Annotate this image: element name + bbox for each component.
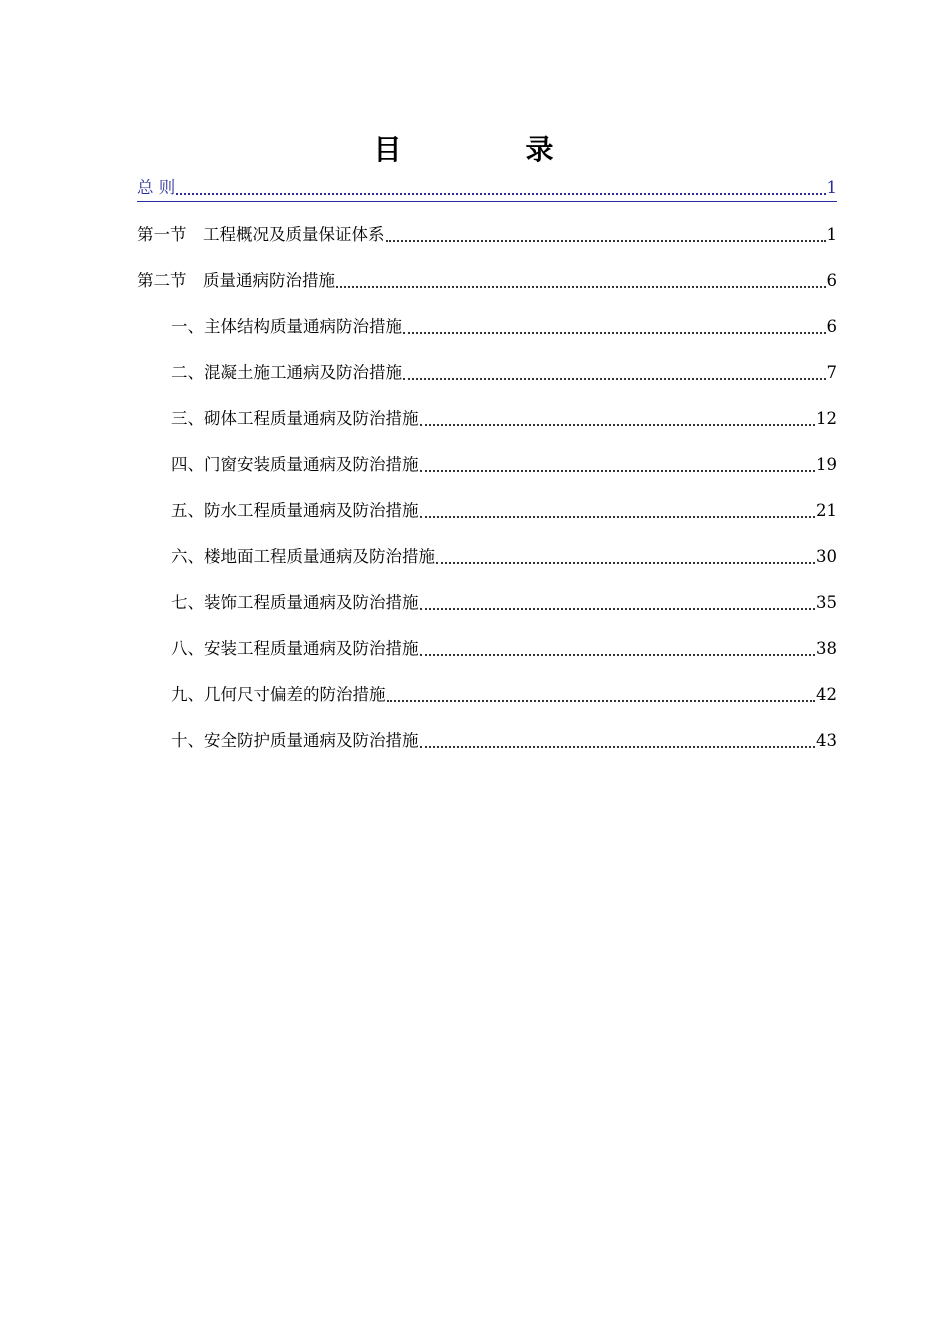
toc-entry-label: 五、防水工程质量通病及防治措施: [171, 501, 419, 520]
dot-leader: [387, 700, 816, 702]
toc-entry-label: 三、砌体工程质量通病及防治措施: [171, 409, 419, 428]
toc-entry-page: 1: [826, 178, 837, 197]
toc-entry-item-7[interactable]: [137, 570, 837, 616]
toc-entry-item-6[interactable]: [137, 524, 837, 570]
toc-entry-item-5[interactable]: [137, 478, 837, 524]
toc-entry-item-8[interactable]: [137, 616, 837, 662]
toc-entry-label: 六、楼地面工程质量通病及防治措施: [171, 547, 435, 566]
dot-leader: [176, 193, 825, 195]
toc-entry-section-2[interactable]: [137, 248, 837, 294]
toc-entry-item-2[interactable]: [137, 340, 837, 386]
dot-leader: [403, 378, 826, 380]
dot-leader: [420, 470, 816, 472]
toc-entry-page: 7: [826, 363, 837, 382]
toc-entry-page: 38: [816, 639, 837, 658]
toc-entry-item-3[interactable]: [137, 386, 837, 432]
dot-leader: [420, 746, 816, 748]
toc-entry-page: 6: [826, 317, 837, 336]
toc-entry-item-4[interactable]: [137, 432, 837, 478]
toc-entry-label: 二、混凝土施工通病及防治措施: [171, 363, 402, 382]
toc-entry-label: 第一节 工程概况及质量保证体系: [137, 225, 385, 244]
dot-leader: [420, 516, 816, 518]
toc-entry-label: 九、几何尺寸偏差的防治措施: [171, 685, 386, 704]
toc-entry-item-1[interactable]: [137, 294, 837, 340]
toc-entry-label: 第二节 质量通病防治措施: [137, 271, 335, 290]
dot-leader: [436, 562, 815, 564]
toc-entry-label: 一、主体结构质量通病防治措施: [171, 317, 402, 336]
toc-entry-item-10[interactable]: [137, 708, 837, 754]
toc-entry-page: 30: [816, 547, 837, 566]
toc-entry-label: 八、安装工程质量通病及防治措施: [171, 639, 419, 658]
dot-leader: [420, 654, 816, 656]
toc-entry-section-1[interactable]: [137, 202, 837, 248]
dot-leader: [420, 608, 816, 610]
toc-entry-page: 19: [816, 455, 837, 474]
dot-leader: [336, 286, 826, 288]
dot-leader: [386, 240, 826, 242]
toc-entry-label: 十、安全防护质量通病及防治措施: [171, 731, 419, 750]
toc-entry-page: 12: [816, 409, 837, 428]
toc-entry-general-principles[interactable]: [137, 170, 837, 202]
toc-entry-page: 35: [816, 593, 837, 612]
dot-leader: [403, 332, 826, 334]
toc-entry-label: 总 则: [137, 178, 176, 197]
toc-entry-page: 6: [826, 271, 837, 290]
toc-entry-page: 42: [816, 685, 837, 704]
toc-entry-page: 21: [816, 501, 837, 520]
toc-entry-page: 1: [826, 225, 837, 244]
toc-entry-label: 四、门窗安装质量通病及防治措施: [171, 455, 419, 474]
toc-entry-page: 43: [816, 731, 837, 750]
toc-entry-item-9[interactable]: [137, 662, 837, 708]
table-of-contents: [137, 170, 837, 754]
toc-entry-label: 七、装饰工程质量通病及防治措施: [171, 593, 419, 612]
toc-title: 目 录: [373, 133, 602, 166]
dot-leader: [420, 424, 816, 426]
